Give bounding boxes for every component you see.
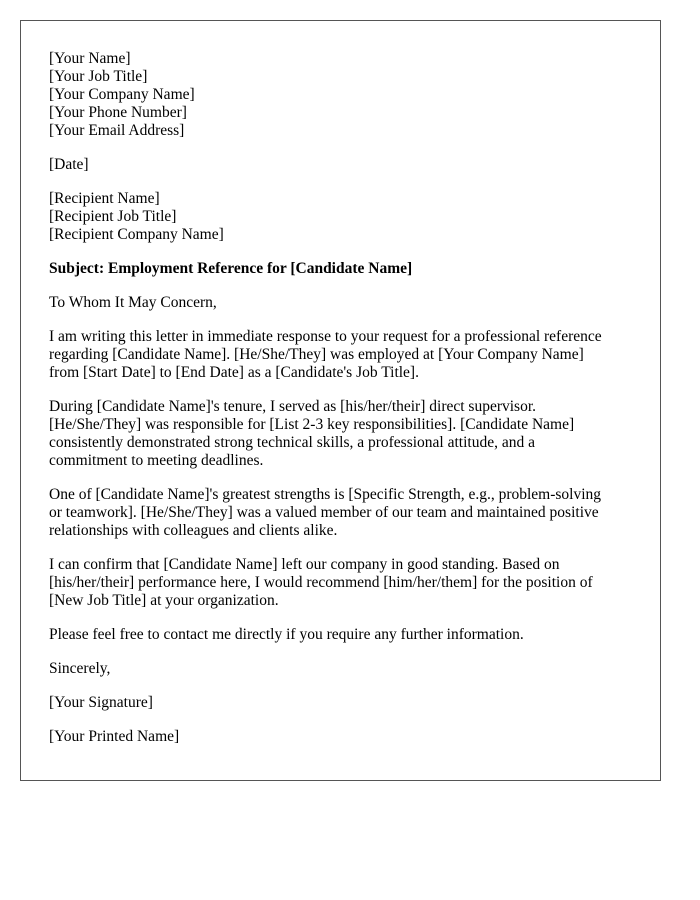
paragraph-line: consistently demonstrated strong technical skills, a professional attitude, and a	[49, 434, 535, 451]
paragraph-line: regarding [Candidate Name]. [He/She/They] was employed at [Your Company Name]	[49, 346, 584, 363]
paragraph-contact	[49, 626, 602, 644]
date: [Date]	[49, 156, 89, 173]
paragraph-line: [New Job Title] at your organization.	[49, 592, 279, 609]
sender-email: [Your Email Address]	[49, 122, 185, 139]
recipient-name: [Recipient Name]	[49, 190, 160, 207]
subject-line: Subject: Employment Reference for [Candidate Name]	[49, 260, 413, 277]
paragraph-recommendation	[49, 556, 602, 610]
paragraph-line: Please feel free to contact me directly if you require any further information.	[49, 626, 524, 643]
recipient-company: [Recipient Company Name]	[49, 226, 224, 243]
paragraph-line: [He/She/They] was responsible for [List 2-3 key responsibilities]. [Candidate Name]	[49, 416, 575, 433]
paragraph-line: or teamwork]. [He/She/They] was a valued member of our team and maintained positive	[49, 504, 599, 521]
recipient-job-title: [Recipient Job Title]	[49, 208, 177, 225]
sender-job-title: [Your Job Title]	[49, 68, 148, 85]
paragraph-line: During [Candidate Name]'s tenure, I served as [his/her/their] direct supervisor.	[49, 398, 537, 415]
letter-page	[20, 20, 661, 781]
sender-block	[49, 50, 602, 140]
paragraph-line: commitment to meeting deadlines.	[49, 452, 264, 469]
paragraph-line: One of [Candidate Name]'s greatest strengths is [Specific Strength, e.g., problem-solving	[49, 486, 602, 503]
paragraph-strengths	[49, 486, 602, 540]
paragraph-line: from [Start Date] to [End Date] as a [Candidate's Job Title].	[49, 364, 419, 381]
paragraph-request	[49, 328, 602, 382]
sender-phone: [Your Phone Number]	[49, 104, 187, 121]
paragraph-line: I am writing this letter in immediate response to your request for a professional reference	[49, 328, 602, 345]
paragraph-line: I can confirm that [Candidate Name] left our company in good standing. Based on	[49, 556, 560, 573]
closing: Sincerely,	[49, 660, 111, 677]
signature: [Your Signature]	[49, 694, 153, 711]
letter-content	[49, 50, 602, 762]
salutation: To Whom It May Concern,	[49, 294, 217, 311]
sender-company: [Your Company Name]	[49, 86, 195, 103]
sender-name: [Your Name]	[49, 50, 131, 67]
paragraph-tenure	[49, 398, 602, 470]
paragraph-line: [his/her/their] performance here, I would recommend [him/her/them] for the position of	[49, 574, 593, 591]
paragraph-line: relationships with colleagues and clients alike.	[49, 522, 338, 539]
recipient-block	[49, 190, 602, 244]
printed-name: [Your Printed Name]	[49, 728, 180, 745]
